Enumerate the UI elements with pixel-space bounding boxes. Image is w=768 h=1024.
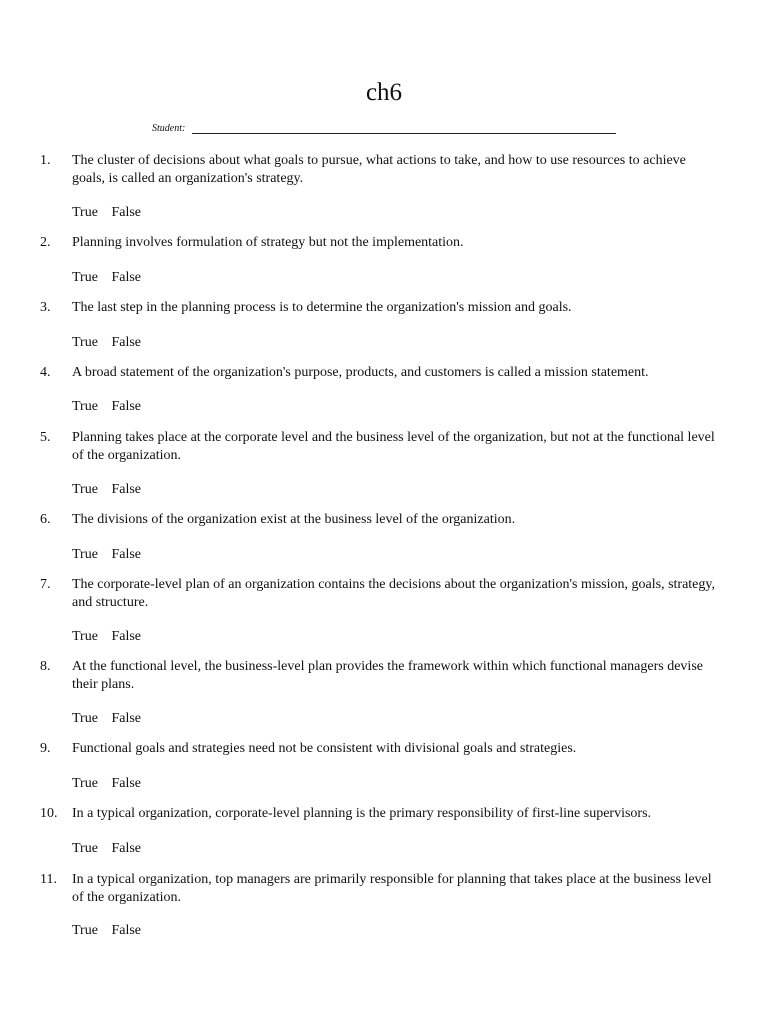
- question-text: At the functional level, the business-level plan provides the framework within which functional managers devise their plans.: [72, 659, 703, 692]
- false-option[interactable]: False: [111, 335, 141, 350]
- false-option[interactable]: False: [111, 711, 141, 726]
- false-option[interactable]: False: [111, 270, 141, 285]
- question-number: 2.: [40, 235, 51, 250]
- false-option[interactable]: False: [111, 923, 141, 938]
- question-text: Planning involves formulation of strategy but not the implementation.: [72, 235, 464, 250]
- true-option[interactable]: True: [72, 923, 98, 938]
- question-text: Functional goals and strategies need not be consistent with divisional goals and strategies.: [72, 741, 577, 756]
- page-title: ch6: [365, 79, 403, 106]
- true-option[interactable]: True: [72, 841, 98, 856]
- false-option[interactable]: False: [111, 399, 141, 414]
- answer-options: [72, 481, 141, 499]
- question-text: In a typical organization, top managers are primarily responsible for planning that takes place at the business level of the organization.: [72, 872, 712, 905]
- false-option[interactable]: False: [111, 776, 141, 791]
- true-option[interactable]: True: [72, 629, 98, 644]
- question-number: 6.: [40, 512, 51, 527]
- true-option[interactable]: True: [72, 711, 98, 726]
- question-text: In a typical organization, corporate-level planning is the primary responsibility of first-line supervisors.: [72, 806, 652, 821]
- question-number: 7.: [40, 577, 51, 592]
- false-option[interactable]: False: [111, 629, 141, 644]
- answer-options: [72, 334, 141, 352]
- question-number: 5.: [40, 430, 51, 445]
- answer-options: [72, 398, 141, 416]
- question-text: The last step in the planning process is to determine the organization's mission and goals.: [72, 300, 572, 315]
- answer-options: [72, 546, 141, 564]
- question-number: 8.: [40, 659, 51, 674]
- true-option[interactable]: True: [72, 399, 98, 414]
- question-text: The corporate-level plan of an organization contains the decisions about the organization's mission, goals, strategy, and structure.: [72, 577, 715, 610]
- question-number: 11.: [40, 872, 57, 887]
- answer-options: [72, 269, 141, 287]
- question-text: The cluster of decisions about what goals to pursue, what actions to take, and how to use resources to achieve goals, is called an organization's strategy.: [72, 153, 686, 186]
- false-option[interactable]: False: [111, 547, 141, 562]
- answer-options: [72, 628, 141, 646]
- true-option[interactable]: True: [72, 335, 98, 350]
- true-option[interactable]: True: [72, 547, 98, 562]
- answer-options: [72, 204, 141, 222]
- false-option[interactable]: False: [111, 482, 141, 497]
- false-option[interactable]: False: [111, 841, 141, 856]
- answer-options: [72, 710, 141, 728]
- answer-options: [72, 840, 141, 858]
- true-option[interactable]: True: [72, 270, 98, 285]
- answer-options: [72, 922, 141, 940]
- question-text: A broad statement of the organization's purpose, products, and customers is called a mission statement.: [72, 365, 649, 380]
- question-number: 4.: [40, 365, 51, 380]
- true-option[interactable]: True: [72, 776, 98, 791]
- true-option[interactable]: True: [72, 205, 98, 220]
- question-text: Planning takes place at the corporate level and the business level of the organization, but not at the functional level of the organization.: [72, 430, 715, 463]
- question-text: The divisions of the organization exist at the business level of the organization.: [72, 512, 516, 527]
- question-number: 3.: [40, 300, 51, 315]
- true-option[interactable]: True: [72, 482, 98, 497]
- question-number: 10.: [40, 806, 58, 821]
- answer-options: [72, 775, 141, 793]
- question-number: 1.: [40, 153, 51, 168]
- student-label: Student:: [152, 123, 186, 134]
- false-option[interactable]: False: [111, 205, 141, 220]
- question-number: 9.: [40, 741, 51, 756]
